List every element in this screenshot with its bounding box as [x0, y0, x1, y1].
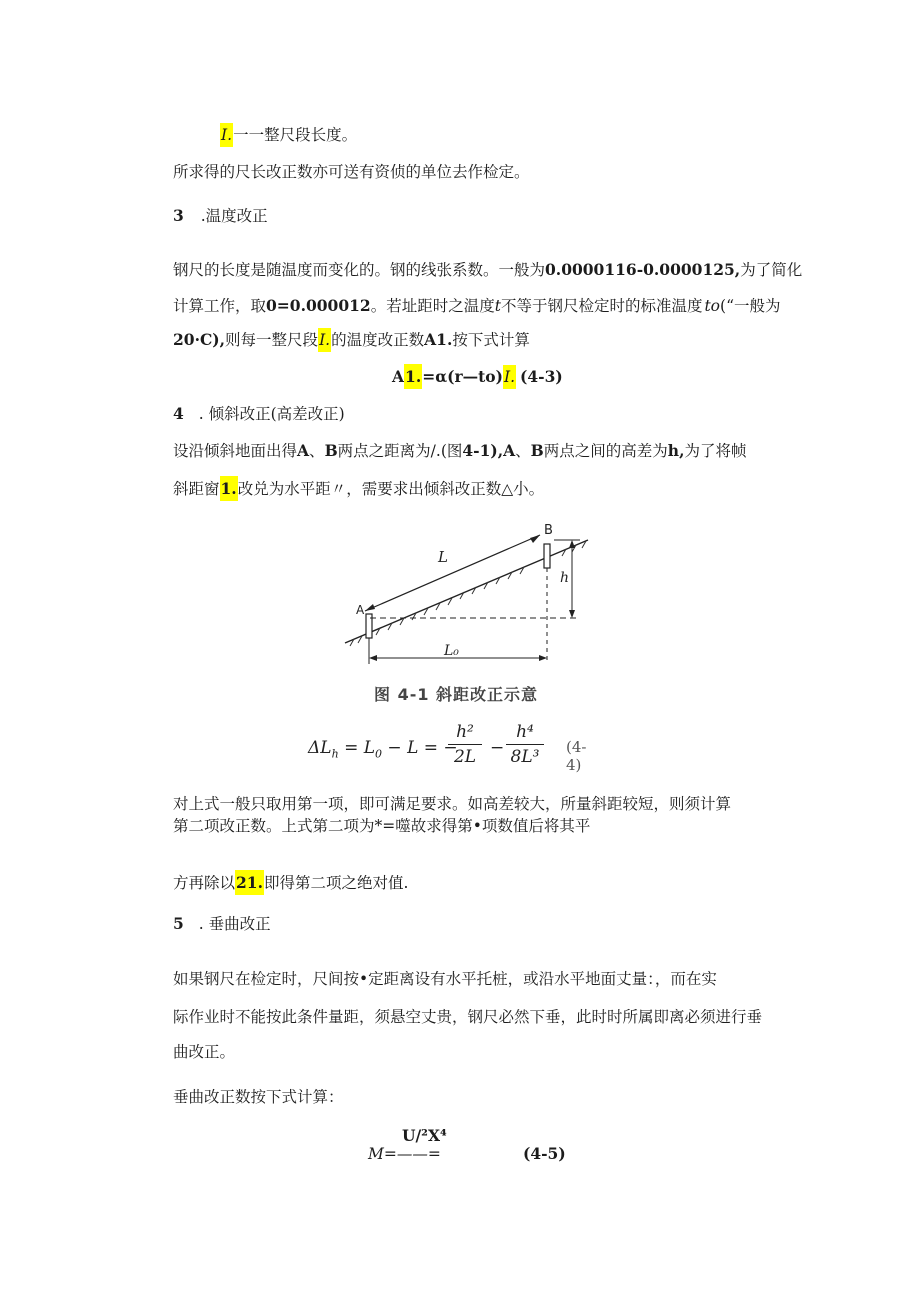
minus-sign: −	[490, 738, 505, 758]
text-bold: A	[392, 367, 405, 386]
slope-distance-line	[365, 535, 540, 611]
text: 设沿倾斜地面出得	[173, 442, 298, 460]
text: 则每一整尺段	[225, 331, 319, 349]
arrowhead	[530, 535, 540, 543]
text: 即得第二项之绝对值.	[263, 874, 409, 892]
text: 两点之距离为/.	[337, 442, 441, 460]
denominator: 2L	[453, 747, 477, 767]
text-bold: =α(r—to)	[422, 367, 503, 386]
text-bold: 20·C),	[173, 330, 226, 349]
text: (“一般为	[720, 297, 781, 315]
numerator: h⁴	[506, 722, 544, 745]
text-bold: 4-1),A	[462, 441, 516, 460]
formula-4-3	[392, 366, 563, 388]
arrowhead	[569, 540, 575, 548]
text: 计算工作，取	[173, 297, 267, 315]
figure-caption: 图 4-1 斜距改正示意	[374, 685, 539, 704]
label-a: A	[356, 603, 365, 617]
text: = L	[344, 738, 376, 758]
paragraph-line	[173, 259, 802, 281]
paragraph-line: 所求得的尺长改正数亦可送有资侦的单位去作检定。	[173, 163, 530, 181]
text-bold: 0.0000116-0.0000125,	[545, 260, 741, 279]
section-title: . 倾斜改正(高差改正)	[198, 405, 345, 423]
highlighted-variable: I.	[220, 123, 233, 147]
subscript: 0	[375, 747, 383, 761]
text: ΔL	[308, 738, 332, 758]
arrowhead	[539, 655, 547, 661]
paragraph-line	[173, 440, 746, 462]
text: − L = −	[387, 738, 458, 758]
text: 。若址距时之温度	[370, 297, 495, 315]
highlighted-variable: 1.	[220, 476, 238, 501]
line-length-definition	[220, 124, 357, 146]
ground-line	[345, 540, 588, 643]
equation-number: (4-3)	[520, 367, 563, 386]
slope-correction-diagram	[340, 518, 590, 666]
text: (图	[440, 442, 463, 460]
text-bold: A	[297, 441, 310, 460]
fraction-1	[448, 722, 482, 767]
text-bold: B	[530, 441, 544, 460]
arrowhead	[569, 610, 575, 618]
text: 按下式计算	[452, 331, 530, 349]
section-title: .温度改正	[200, 207, 268, 225]
text: 、	[515, 442, 531, 460]
paragraph-line: 垂曲改正数按下式计算：	[173, 1088, 344, 1106]
text: 斜距窗	[173, 480, 220, 498]
highlighted-variable: I.	[318, 328, 331, 352]
pole-b	[544, 544, 550, 568]
section-number: 4	[173, 404, 184, 423]
formula-lhs	[308, 738, 458, 760]
text: 不等于钢尺检定时的标准温度	[500, 297, 703, 315]
formula-4-5-body: M=——=	[368, 1145, 441, 1163]
section-number: 5	[173, 914, 184, 933]
text-bold: 0=0.000012	[266, 296, 371, 315]
label-l: L	[438, 548, 448, 566]
paragraph-line: 第二项改正数。上式第二项为*=噬故求得第•项数值后将其平	[173, 817, 591, 835]
paragraph-line: 际作业时不能按此条件量距，须悬空丈贵，钢尺必然下垂，此时时所属即离必须进行垂	[173, 1008, 763, 1026]
label-b: B	[544, 523, 553, 538]
subscript: h	[331, 747, 339, 761]
paragraph-line: 曲改正。	[173, 1043, 236, 1061]
equation-number: (4-5)	[523, 1144, 566, 1163]
equation-number: (4-4)	[566, 738, 587, 774]
text: 方再除以	[173, 874, 236, 892]
paragraph-line	[173, 478, 544, 500]
numerator: h²	[448, 722, 482, 745]
text: 为了简化	[740, 261, 803, 279]
paragraph-line	[173, 295, 781, 317]
text: 的温度改正数	[331, 331, 425, 349]
text: 一一整尺段长度。	[233, 126, 358, 144]
section-heading-slope	[173, 403, 345, 425]
arrowhead	[365, 604, 375, 611]
variable: to	[704, 297, 721, 315]
text: 为了将帧	[684, 442, 747, 460]
fraction-2	[506, 722, 544, 767]
text-bold: h,	[667, 441, 685, 460]
denominator: 8L³	[510, 747, 540, 767]
highlighted-variable: I.	[503, 365, 516, 389]
text: 改兑为水平距〃，需要求出倾斜改正数△小。	[237, 480, 545, 498]
section-number: 3	[173, 206, 184, 225]
text: 、	[309, 442, 325, 460]
highlighted-variable: 1.	[404, 364, 422, 389]
highlighted-variable: 21.	[235, 870, 264, 895]
text: 两点之间的高差为	[543, 442, 668, 460]
section-heading-temperature	[173, 205, 268, 227]
arrowhead	[369, 655, 377, 661]
paragraph-line: 对上式一般只取用第一项，即可满足要求。如高差较大，所量斜距较短，则须计算	[173, 795, 732, 813]
section-heading-sag	[173, 913, 271, 935]
paragraph-line: 如果钢尺在检定时，尺间按•定距离设有水平托桩，或沿水平地面丈量：，而在实	[173, 970, 717, 988]
paragraph-line	[173, 872, 408, 894]
label-h: h	[560, 570, 570, 586]
label-l0: L₀	[444, 643, 459, 659]
variable: t	[494, 297, 501, 315]
text-bold: B	[324, 441, 338, 460]
text: 钢尺的长度是随温度而变化的。钢的线张系数。一般为	[173, 261, 546, 279]
section-title: . 垂曲改正	[198, 915, 271, 933]
text-bold: A1.	[424, 330, 453, 349]
paragraph-line	[173, 329, 530, 351]
formula-4-5-numerator: U/²X⁴	[402, 1126, 447, 1145]
